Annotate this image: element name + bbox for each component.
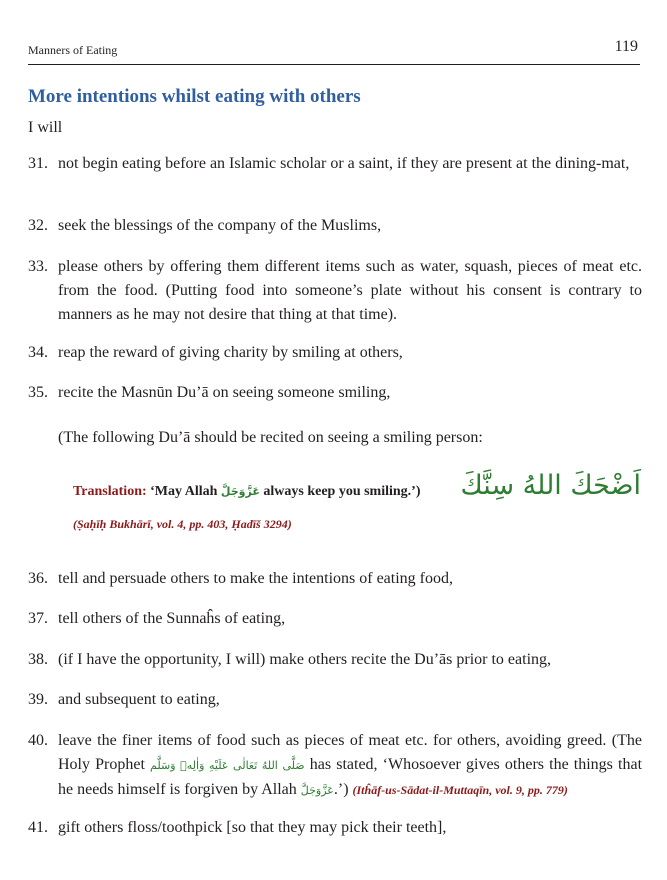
section-title: More intentions whilst eating with others (28, 86, 361, 107)
item-number: 36. (28, 570, 48, 587)
item-reference: (Itĥāf-us-Sādat-il-Muttaqīn, vol. 9, pp. 779) (352, 783, 568, 797)
item-text: reap the reward of giving charity by smiling at others, (58, 344, 403, 361)
list-item (28, 648, 642, 672)
item-number: 33. (28, 258, 48, 275)
item-text (58, 729, 642, 803)
item-text: seek the blessings of the company of the Muslims, (58, 217, 382, 234)
item-text: (if I have the opportunity, I will) make others recite the Du’ās prior to eating, (58, 651, 552, 668)
list-item (28, 816, 642, 840)
item-number: 34. (28, 344, 48, 361)
item-text-before: leave the finer items of food such as pieces of meat etc. for others, avoiding greed. (The Holy Prophet (58, 732, 642, 773)
page-header (28, 38, 640, 65)
item-text: please others by offering them different items such as water, squash, pieces of meat etc. from the food. (Putting food into someone’s plate without his consent is contrary to manners as he may not desire that thing at that time). (58, 258, 642, 323)
item-number: 32. (28, 217, 48, 234)
list-item (28, 729, 642, 803)
list-item (28, 341, 642, 365)
list-item (28, 688, 642, 712)
dua-translation (73, 484, 421, 500)
list-item (28, 607, 642, 631)
list-item (28, 255, 642, 327)
item-text: gift others floss/toothpick [so that they may pick their teeth], (58, 819, 447, 836)
item-number: 35. (28, 384, 48, 401)
salutation-arabic: صَلَّى اللهُ تَعَالٰى عَلَيْهِ وَاٰلِهٖ وَسَلَّم (150, 759, 305, 772)
item-text-middle: has stated, ‘Whosoever gives others the things that he needs himself is forgiven by Allah (58, 756, 643, 798)
item-number: 31. (28, 155, 48, 172)
item-text: not begin eating before an Islamic scholar or a saint, if they are present at the dining-mat, (58, 155, 630, 172)
item-text: and subsequent to eating, (58, 691, 220, 708)
item-number: 38. (28, 651, 48, 668)
item-text-after: .’) (333, 781, 349, 798)
item-number: 39. (28, 691, 48, 708)
list-item (28, 567, 642, 591)
item-number: 41. (28, 819, 48, 836)
translation-label: Translation: (73, 484, 147, 499)
dua-reference: (Ṣaḥīḥ Bukhārī, vol. 4, pp. 403, Ḥadīš 3294) (73, 517, 292, 531)
translation-after: always keep you smiling.’) (263, 484, 421, 499)
dua-intro: (The following Du’ā should be recited on seeing a smiling person: (58, 429, 483, 446)
list-item (28, 214, 642, 238)
list-item (28, 152, 642, 176)
item-number: 37. (28, 610, 48, 627)
page-number: 119 (614, 38, 638, 55)
honorific-arabic: عَزَّوَجَلَّ (300, 784, 334, 797)
intro-text: I will (28, 119, 63, 136)
item-text: tell others of the Sunnaĥs of eating, (58, 610, 286, 627)
translation-before: ‘May Allah (150, 484, 218, 499)
running-head: Manners of Eating (28, 43, 118, 57)
item-text: recite the Masnūn Du’ā on seeing someone smiling, (58, 384, 391, 401)
list-item (28, 381, 642, 405)
dua-arabic-text: اَضْحَكَ اللهُ سِنَّكَ (460, 470, 641, 501)
item-number: 40. (28, 732, 48, 749)
honorific-arabic: عَزَّوَجَلَّ (220, 485, 260, 498)
item-text: tell and persuade others to make the intentions of eating food, (58, 570, 453, 587)
